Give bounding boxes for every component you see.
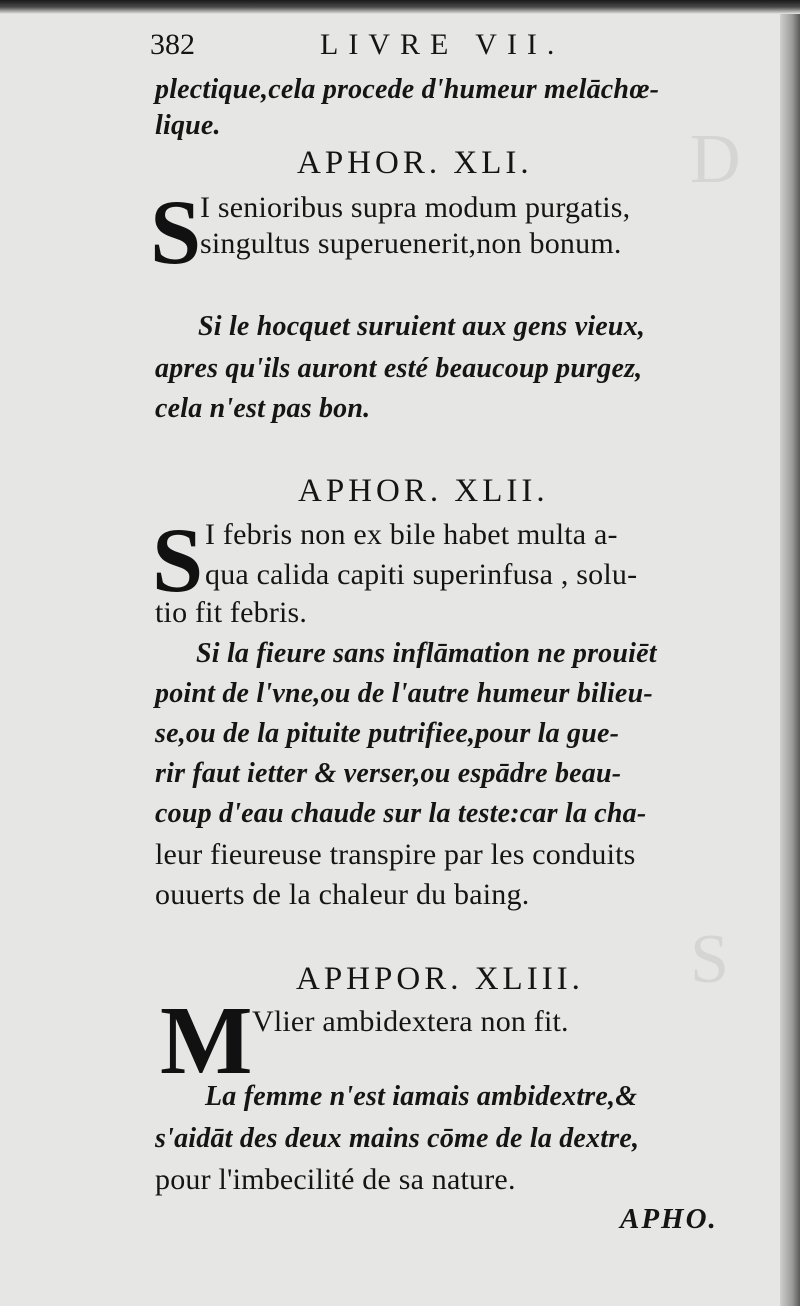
- latin-line: I febris non ex bile habet multa a-: [205, 518, 618, 551]
- latin-line: tio fit febris.: [155, 596, 308, 629]
- french-line: point de l'vne,ou de l'autre humeur bilieu-: [155, 678, 653, 709]
- drop-cap: S: [152, 509, 204, 611]
- french-line: coup d'eau chaude sur la teste:car la cha-: [155, 798, 647, 829]
- drop-cap: S: [150, 181, 202, 283]
- text-line: lique.: [155, 110, 221, 141]
- french-line: se,ou de la pituite putrifiee,pour la gue-: [155, 718, 620, 749]
- aphorism-heading: APHPOR. XLIII.: [296, 961, 584, 997]
- catchword: APHO.: [620, 1203, 718, 1235]
- french-line: s'aidāt des deux mains cōme de la dextre,: [155, 1123, 640, 1154]
- running-head: LIVRE VII.: [320, 28, 565, 61]
- latin-line: Vlier ambidextera non fit.: [252, 1005, 569, 1038]
- page-top-edge: [0, 0, 800, 14]
- page-number: 382: [150, 28, 195, 61]
- french-line: rir faut ietter & verser,ou espādre beau-: [155, 758, 622, 789]
- french-line: Si la fieure sans inflāmation ne prouiēt: [196, 638, 657, 669]
- french-line: ouuerts de la chaleur du baing.: [155, 878, 530, 911]
- aphorism-heading: APHOR. XLII.: [298, 473, 549, 509]
- french-line: Si le hocquet suruient aux gens vieux,: [198, 311, 646, 342]
- french-line: La femme n'est iamais ambidextre,&: [205, 1081, 638, 1112]
- french-line: leur fieureuse transpire par les conduits: [155, 838, 636, 871]
- latin-line: singultus superuenerit,non bonum.: [200, 227, 622, 260]
- french-line: cela n'est pas bon.: [155, 393, 371, 424]
- latin-line: qua calida capiti superinfusa , solu-: [205, 558, 638, 591]
- drop-cap: M: [160, 987, 253, 1095]
- aphorism-heading: APHOR. XLI.: [297, 145, 533, 181]
- show-through-text: D: [690, 121, 741, 198]
- page-edge-shadow: [780, 0, 800, 1306]
- french-line: apres qu'ils auront esté beaucoup purgez,: [155, 353, 643, 384]
- text-line: plectique,cela procede d'humeur melāchœ-: [155, 74, 660, 105]
- french-line: pour l'imbecilité de sa nature.: [155, 1163, 516, 1196]
- show-through-text: S: [690, 921, 729, 998]
- latin-line: I senioribus supra modum purgatis,: [200, 191, 631, 224]
